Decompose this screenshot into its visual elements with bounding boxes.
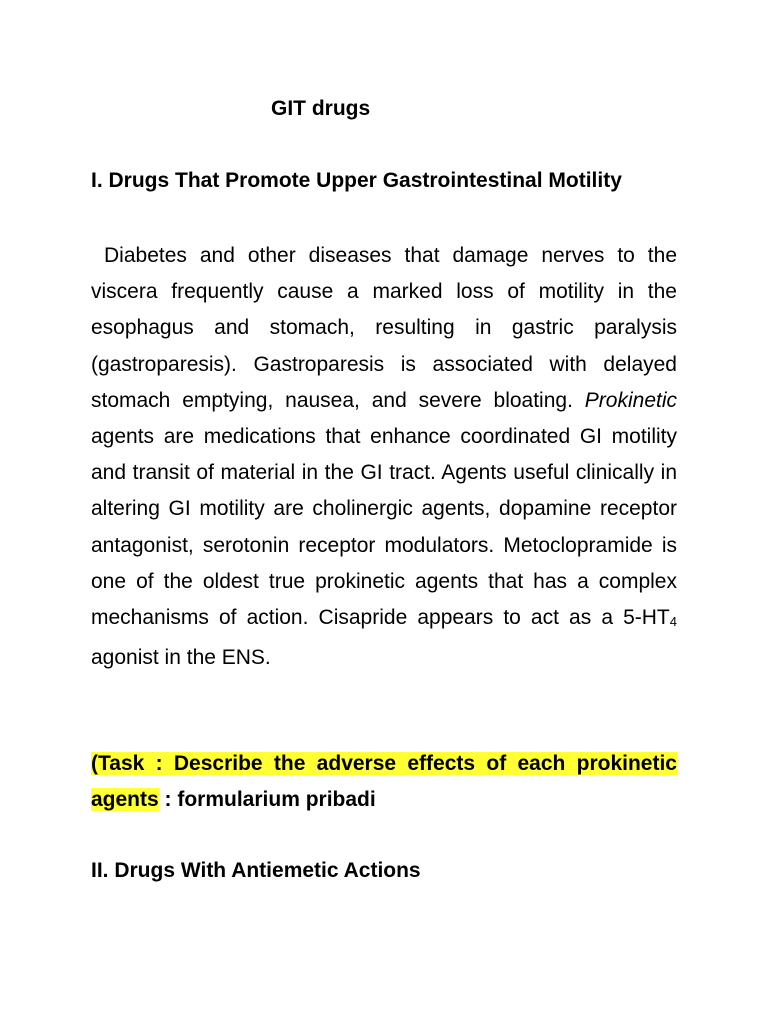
paragraph-subscript: 4 xyxy=(669,614,677,630)
task-note xyxy=(91,746,677,818)
document-title: GIT drugs xyxy=(271,97,371,120)
body-paragraph xyxy=(91,238,677,676)
task-rest-text: : formularium pribadi xyxy=(158,788,376,812)
section-heading-2: II. Drugs With Antiemetic Actions xyxy=(91,859,421,882)
paragraph-text-3: agonist in the ENS. xyxy=(91,646,271,670)
paragraph-text-2: agents are medications that enhance coordinated GI motility and transit of material in the GI tract. Agents useful clinically in altering GI motility are cholinergic agents, dopamine receptor antagonist, serotonin receptor modulators. Metoclopramide is one of the oldest true prokinetic agents that has a complex mechanisms of action. Cisapride appears to act as a 5-HT xyxy=(91,425,677,630)
paragraph-text-1: Diabetes and other diseases that damage nerves to the viscera frequently cause a marked loss of motility in the esophagus and stomach, resulting in gastric paralysis (gastroparesis). Gastroparesis is associated with delayed stomach emptying, nausea, and severe bloating. xyxy=(91,244,677,412)
task-highlighted-text: (Task : Describe the adverse effects of each prokinetic agents xyxy=(91,752,677,812)
paragraph-italic-term: Prokinetic xyxy=(584,388,677,412)
section-heading-1: I. Drugs That Promote Upper Gastrointestinal Motility xyxy=(91,169,622,192)
